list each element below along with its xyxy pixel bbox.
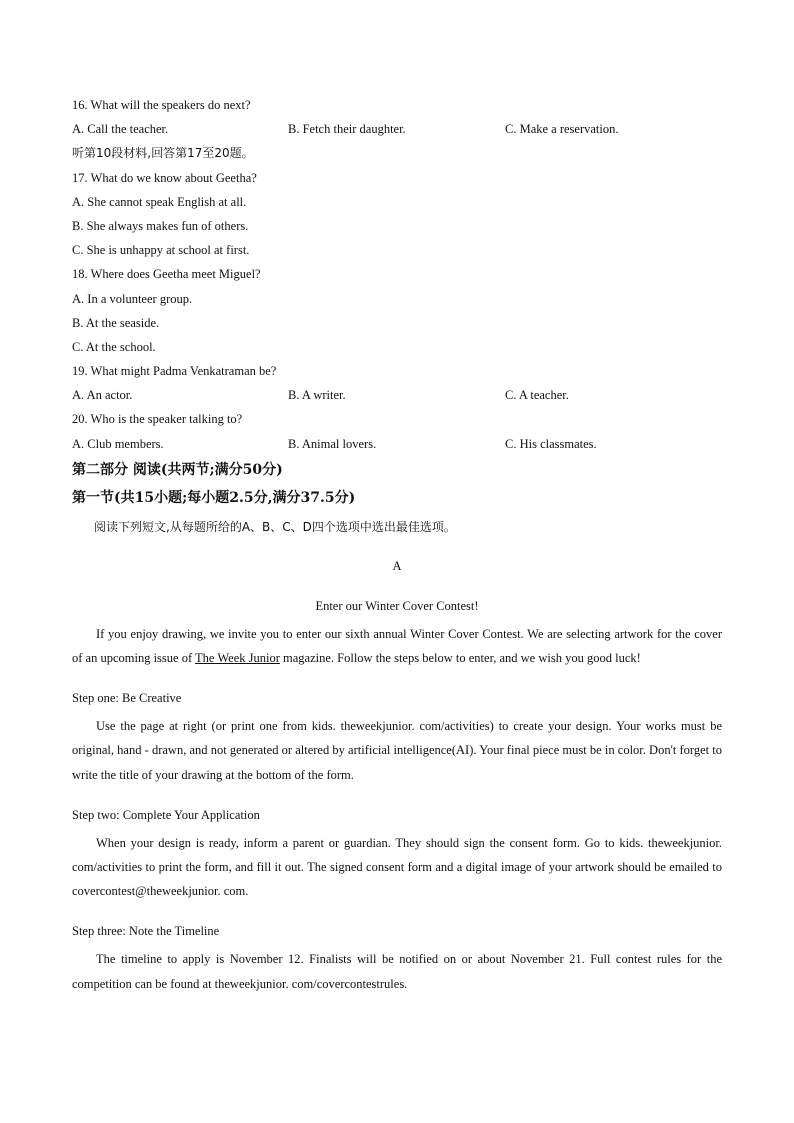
passage-letter: A <box>392 558 402 573</box>
question-18-option-b: B. At the seaside. <box>72 315 160 330</box>
reading-instruction: 阅读下列短文,从每题所给的A、B、C、D四个选项中选出最佳选项。 <box>94 519 456 534</box>
magazine-name: The Week Junior <box>195 651 280 666</box>
question-20-options <box>72 432 722 456</box>
option-a: A. Club members. <box>72 436 164 451</box>
question-20: 20. Who is the speaker talking to? <box>72 412 243 427</box>
question-17-option-b: B. She always makes fun of others. <box>72 218 249 233</box>
option-b: B. Fetch their daughter. <box>288 122 406 137</box>
question-17-option-c: C. She is unhappy at school at first. <box>72 243 250 258</box>
question-16: 16. What will the speakers do next? <box>72 98 251 112</box>
part-two-heading: 第二部分 阅读(共两节;满分50分) <box>72 461 283 478</box>
step-three-text: The timeline to apply is November 12. Finalists will be notified on or about November 21. Full contest rules for the competition can be found at theweekjunior. com/covercontestrules. <box>72 952 722 991</box>
option-b: B. Animal lovers. <box>288 436 377 451</box>
question-18: 18. Where does Geetha meet Miguel? <box>72 267 261 282</box>
question-17: 17. What do we know about Geetha? <box>72 170 257 185</box>
question-17-option-a: A. She cannot speak English at all. <box>72 194 247 209</box>
section-one-heading: 第一节(共15小题;每小题2.5分,满分37.5分) <box>72 489 356 506</box>
question-19: 19. What might Padma Venkatraman be? <box>72 364 277 379</box>
question-18-option-a: A. In a volunteer group. <box>72 291 193 306</box>
step-two-title: Step two: Complete Your Application <box>72 807 260 822</box>
option-b: B. A writer. <box>288 388 346 403</box>
option-a: A. Call the teacher. <box>72 122 169 137</box>
exam-page <box>72 93 722 996</box>
intro-text-start: If you enjoy drawing, we invite you to enter our sixth annual Winter Cover Contest. We are selecting artwork for the cover of an upcoming issue of <box>72 626 722 666</box>
option-a: A. An actor. <box>72 388 133 403</box>
step-three-title: Step three: Note the Timeline <box>72 924 220 939</box>
listening-instruction: 听第10段材料,回答第17至20题。 <box>72 146 254 161</box>
passage-title: Enter our Winter Cover Contest! <box>315 598 479 613</box>
step-two-text: When your design is ready, inform a parent or guardian. They should sign the consent form. Go to kids. theweekjunior. com/activities to print the form, and fill it out. The signed consent form and a digital image of your artwork should be emailed to covercontest@theweekjunior. com. <box>72 835 722 899</box>
step-one-text: Use the page at right (or print one from kids. theweekjunior. com/activities) to create your design. Your works must be original, hand - drawn, and not generated or altered by artificial intelligence(AI). Your final piece must be in color. Don't forget to write the title of your drawing at the bottom of the form. <box>72 719 722 782</box>
intro-text-end: magazine. Follow the steps below to enter, and we wish you good luck! <box>279 651 641 666</box>
passage-intro <box>72 622 722 670</box>
option-c: C. Make a reservation. <box>505 122 619 137</box>
question-16-options <box>72 117 722 141</box>
option-c: C. His classmates. <box>505 436 597 451</box>
step-one-title: Step one: Be Creative <box>72 691 182 706</box>
question-18-option-c: C. At the school. <box>72 339 156 354</box>
option-c: C. A teacher. <box>505 388 569 403</box>
question-19-options <box>72 383 722 407</box>
